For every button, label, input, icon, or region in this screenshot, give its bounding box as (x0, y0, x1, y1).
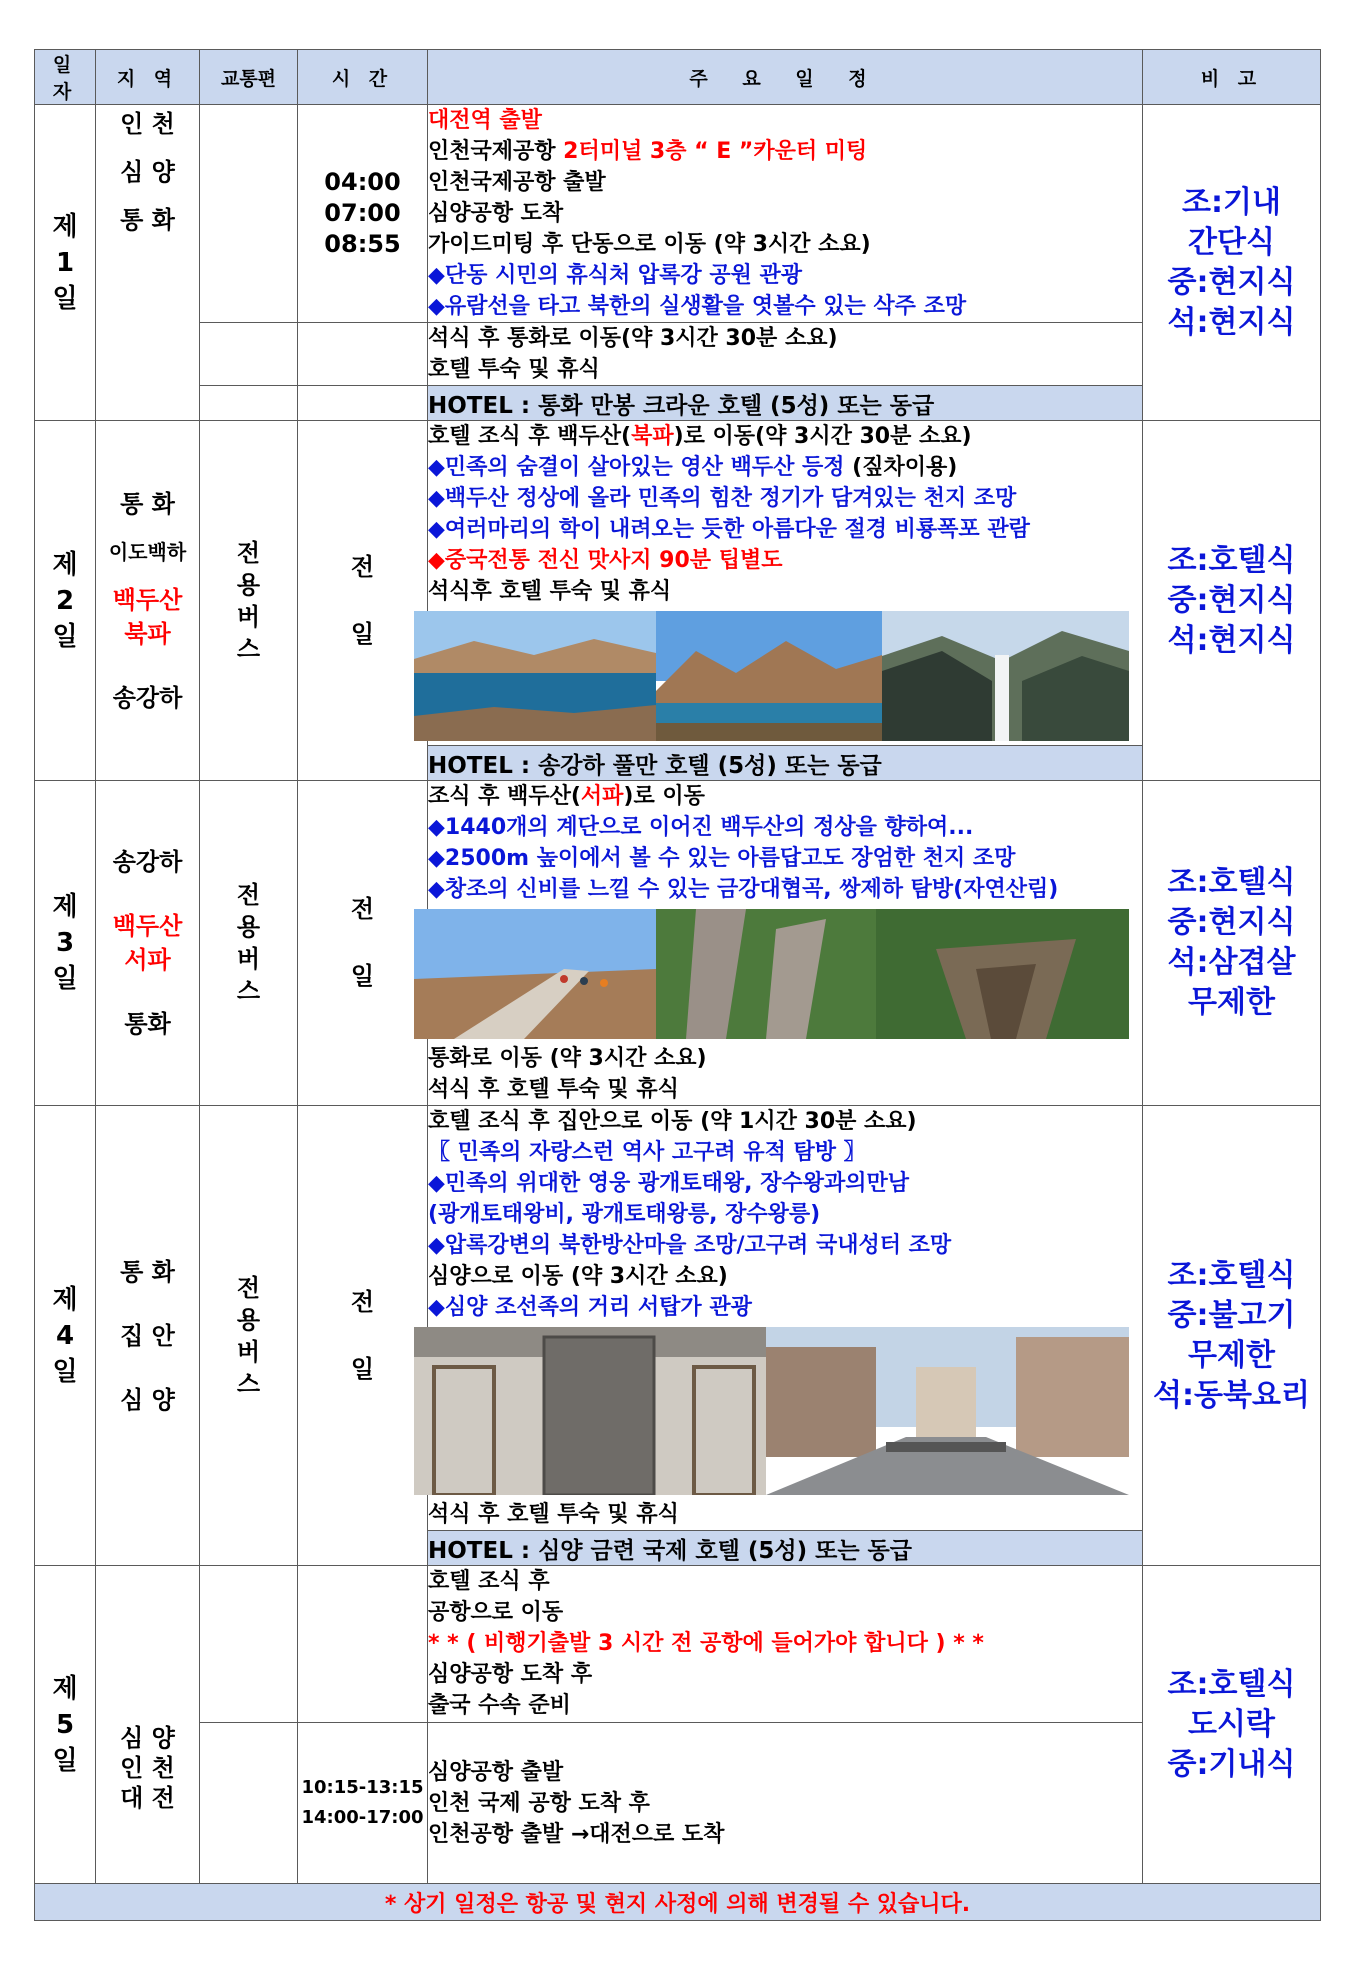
day5-row-b (35, 1723, 1321, 1884)
day5-row-a (35, 1566, 1321, 1723)
day4-schedule (428, 1106, 1143, 1531)
schedule-line: 호텔 투숙 및 휴식 (428, 357, 600, 382)
day5-times: 10:15-13:15 14:00-17:00 (298, 1723, 428, 1884)
day5-schedule-2 (428, 1723, 1143, 1884)
schedule-line: 인천공항 출발 →대전으로 도착 (428, 1821, 725, 1847)
schedule-line: 가이드미팅 후 단동으로 이동 (약 3시간 소요) (428, 232, 871, 257)
day2-schedule (428, 421, 1143, 746)
day3-photos (414, 909, 1142, 1039)
schedule-line: ◆압록강변의 북한방산마을 조망/고구려 국내성터 조망 (428, 1233, 952, 1258)
day5-transport-b (200, 1723, 298, 1884)
day4-label: 제 4 일 (35, 1106, 96, 1566)
day3-regions: 송강하 백두산 서파 통화 (96, 781, 200, 1106)
day1-row-b (35, 323, 1321, 386)
itinerary-table (34, 49, 1321, 1921)
schedule-line: ◆유람선을 타고 북한의 실생활을 엿볼수 있는 삭주 조망 (428, 294, 967, 319)
schedule-line: 심양공항 도착 후 (428, 1662, 593, 1687)
schedule-line: ◆창조의 신비를 느낄 수 있는 금강대협곡, 쌍제하 탐방(자연산림) (428, 877, 1059, 902)
schedule-line: 공항으로 이동 (428, 1600, 564, 1625)
footer-note: * 상기 일정은 항공 및 현지 사정에 의해 변경될 수 있습니다. (35, 1884, 1321, 1921)
day5-time-a (298, 1566, 428, 1723)
day1-label: 제 1 일 (35, 105, 96, 421)
schedule-line: ◆백두산 정상에 올라 민족의 힘찬 정기가 담겨있는 천지 조망 (428, 486, 1017, 511)
schedule-line: 인천국제공항 2터미널 3층 “ E ”카운터 미팅 (428, 139, 868, 164)
day5-transport-a (200, 1566, 298, 1723)
day1-transport-b (200, 323, 298, 386)
day4-row (35, 1106, 1321, 1531)
waterfall-photo (882, 611, 1129, 741)
day1-row-a (35, 105, 1321, 323)
day3-transport: 전 용 버 스 (200, 781, 298, 1106)
schedule-line: 통화로 이동 (약 3시간 소요) (428, 1046, 707, 1071)
stairs-photo (414, 909, 656, 1039)
day4-transport: 전 용 버 스 (200, 1106, 298, 1566)
day1-transport-a (200, 105, 298, 323)
header-region: 지 역 (96, 50, 200, 105)
day3-label: 제 3 일 (35, 781, 96, 1106)
schedule-line: ◆1440개의 계단으로 이어진 백두산의 정상을 향하여... (428, 815, 974, 840)
day2-label: 제 2 일 (35, 421, 96, 781)
day4-hotel: HOTEL : 심양 금련 국제 호텔 (5성) 또는 동급 (428, 1531, 1143, 1566)
day3-time: 전 일 (298, 781, 428, 1106)
schedule-line: 심양공항 출발 (428, 1759, 564, 1785)
schedule-line: 인천 국제 공항 도착 후 (428, 1790, 650, 1816)
day2-regions: 통 화 이도백하 백두산 북파 송강하 (96, 421, 200, 781)
day3-schedule (428, 781, 1143, 1106)
schedule-line: 호텔 조식 후 집안으로 이동 (약 1시간 30분 소요) (428, 1109, 917, 1134)
day2-row (35, 421, 1321, 746)
schedule-line: 출국 수속 준비 (428, 1693, 571, 1718)
schedule-line: ◆2500m 높이에서 볼 수 있는 아름답고도 장엄한 천지 조망 (428, 846, 1016, 871)
canyon-photo (656, 909, 876, 1039)
baekdu-peak-photo (656, 611, 882, 741)
schedule-line: 석식 후 호텔 투숙 및 휴식 (428, 1077, 679, 1102)
day4-meals: 조:호텔식 중:불고기 무제한 석:동북요리 (1143, 1106, 1321, 1566)
schedule-line: 심양으로 이동 (약 3시간 소요) (428, 1264, 728, 1289)
day2-meals: 조:호텔식 중:현지식 석:현지식 (1143, 421, 1321, 781)
footer-row (35, 1884, 1321, 1921)
schedule-line: ◆여러마리의 학이 내려오는 듯한 아름다운 절경 비룡폭포 관람 (428, 517, 1030, 542)
schedule-line: ◆중국전통 전신 맛사지 90분 팁별도 (428, 548, 783, 573)
schedule-line: 인천국제공항 출발 (428, 170, 606, 195)
header-schedule: 주 요 일 정 (428, 50, 1143, 105)
schedule-line: 석식 후 통화로 이동(약 3시간 30분 소요) (428, 326, 838, 351)
schedule-line: 조식 후 백두산(서파)로 이동 (428, 784, 705, 809)
header-time: 시 간 (298, 50, 428, 105)
schedule-line: (광개토태왕비, 광개토태왕릉, 장수왕릉) (428, 1202, 821, 1227)
schedule-line: ◆민족의 위대한 영웅 광개토태왕, 장수왕과의만남 (428, 1171, 909, 1196)
day2-hotel: HOTEL : 송강하 풀만 호텔 (5성) 또는 동급 (428, 746, 1143, 781)
day1-schedule-2 (428, 323, 1143, 386)
day1-meals: 조:기내 간단식 중:현지식 석:현지식 (1143, 105, 1321, 421)
day1-regions: 인 천 심 양 통 화 (96, 105, 200, 421)
header-transport: 교통편 (200, 50, 298, 105)
schedule-line: ◆단동 시민의 휴식처 압록강 공원 관광 (428, 263, 802, 288)
day3-row (35, 781, 1321, 1106)
day1-row-c (35, 386, 1321, 421)
schedule-line: 석식후 호텔 투숙 및 휴식 (428, 579, 672, 604)
forest-gorge-photo (876, 909, 1129, 1039)
stele-photo (414, 1327, 766, 1495)
day1-hotel: HOTEL : 통화 만봉 크라운 호텔 (5성) 또는 동급 (428, 386, 1143, 421)
header-day: 일 자 (35, 50, 96, 105)
day5-label: 제 5 일 (35, 1566, 96, 1884)
day4-regions: 통 화 집 안 심 양 (96, 1106, 200, 1566)
schedule-line: * * ( 비행기출발 3 시간 전 공항에 들어가야 합니다 ) * * (428, 1631, 984, 1656)
day2-photos (414, 611, 1142, 741)
day5-regions: 심 양 인 천 대 전 (96, 1566, 200, 1884)
header-note: 비 고 (1143, 50, 1321, 105)
schedule-line: 호텔 조식 후 백두산(북파)로 이동(약 3시간 30분 소요) (428, 424, 972, 449)
schedule-line: 심양공항 도착 (428, 201, 564, 226)
day1-times: 04:00 07:00 08:55 (298, 105, 428, 323)
day4-photos (414, 1327, 1142, 1495)
day5-meals: 조:호텔식 도시락 중:기내식 (1143, 1566, 1321, 1884)
day1-schedule (428, 105, 1143, 323)
schedule-line: ◆심양 조선족의 거리 서탑가 관광 (428, 1295, 752, 1320)
baekdu-lake-photo (414, 611, 656, 741)
schedule-line: ◆민족의 숨결이 살아있는 영산 백두산 등정 (짚차이용) (428, 455, 958, 480)
schedule-line: 호텔 조식 후 (428, 1569, 550, 1594)
day1-time-b (298, 323, 428, 386)
day2-time: 전 일 (298, 421, 428, 781)
street-photo (766, 1327, 1129, 1495)
schedule-line: 석식 후 호텔 투숙 및 휴식 (428, 1502, 679, 1527)
day4-time: 전 일 (298, 1106, 428, 1566)
day2-transport: 전 용 버 스 (200, 421, 298, 781)
day3-meals: 조:호텔식 중:현지식 석:삼겹살 무제한 (1143, 781, 1321, 1106)
itinerary-page (34, 49, 1320, 1921)
schedule-line: 대전역 출발 (428, 108, 542, 133)
header-row (35, 50, 1321, 105)
day5-schedule (428, 1566, 1143, 1723)
schedule-line: 〖 민족의 자랑스런 역사 고구려 유적 탐방 〗 (428, 1140, 866, 1165)
